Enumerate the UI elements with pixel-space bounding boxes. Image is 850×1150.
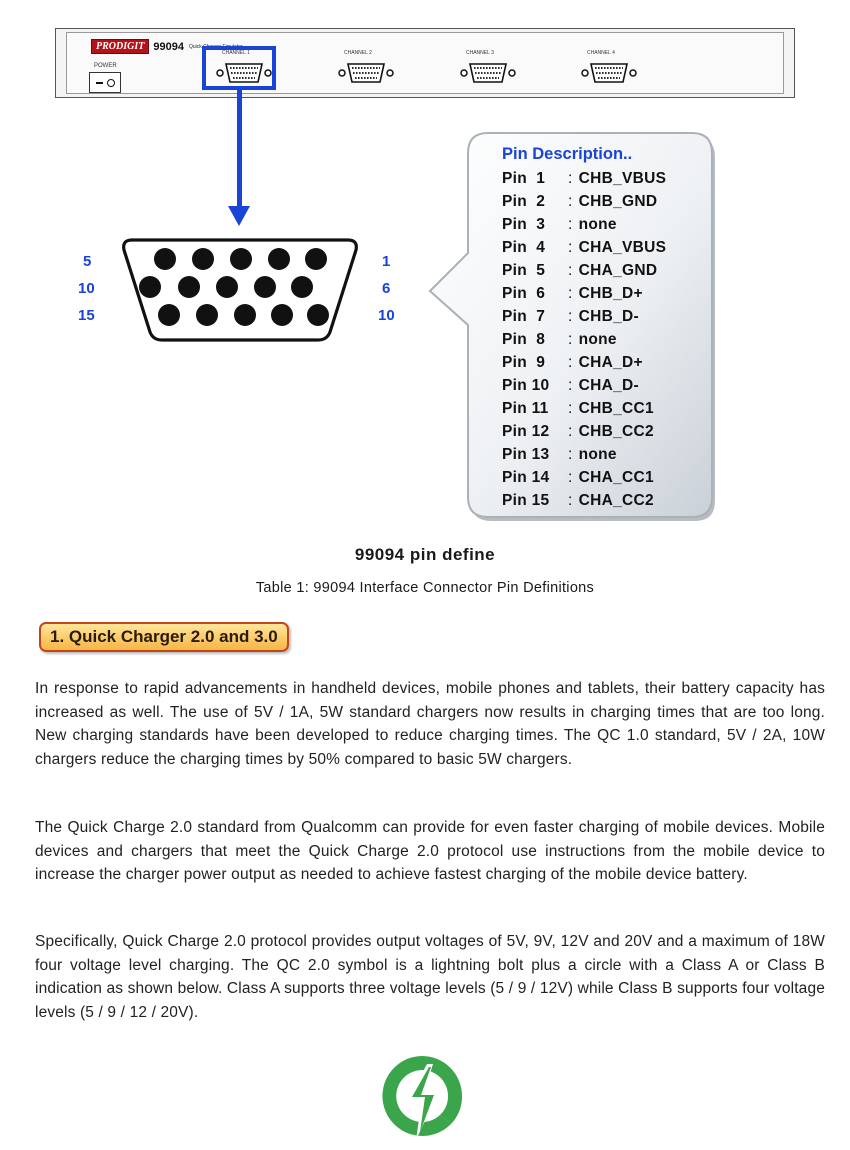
- pin-label: Pin 11: [502, 400, 549, 417]
- pin-value: CHA_GND: [578, 262, 658, 279]
- pin-label: Pin 2: [502, 193, 546, 210]
- channel-1-highlight-box: [202, 46, 276, 90]
- channel-2-port-icon: [337, 60, 395, 86]
- db15-connector-icon: [110, 232, 370, 347]
- table-caption: Table 1: 99094 Interface Connector Pin Definitions: [255, 580, 595, 596]
- pin-value: CHA_D-: [578, 377, 639, 394]
- channel-1-label: CHANNEL 1: [222, 50, 250, 56]
- pin-row: [502, 239, 666, 257]
- pin-separator: :: [568, 285, 573, 302]
- pin-row: [502, 331, 617, 349]
- pin-separator: :: [568, 400, 573, 417]
- pin-label: Pin 1: [502, 170, 546, 187]
- paragraph-2: The Quick Charge 2.0 standard from Qualcomm can provide for even faster charging of mobile devices. Mobile devices and chargers that meet the Quick Charge 2.0 protocol use instructions from the mobile device to increase the charger power output as needed to achieve fastest charging of the mobile device battery.: [35, 819, 825, 883]
- pin-separator: :: [568, 170, 573, 187]
- pin-row: [502, 354, 643, 372]
- channel-3-label: CHANNEL 3: [466, 50, 494, 56]
- arrow-down-icon-shaft: [237, 90, 242, 208]
- pin-label: Pin 5: [502, 262, 546, 279]
- connector-label-left-1: 5: [83, 253, 92, 270]
- pin-row: [502, 423, 654, 441]
- pin-row: [502, 193, 657, 211]
- connector-label-right-2: 6: [382, 280, 391, 297]
- pin-label: Pin 6: [502, 285, 546, 302]
- pin-separator: :: [568, 469, 573, 486]
- connector-label-right-1: 1: [382, 253, 391, 270]
- pin-value: CHA_CC2: [578, 492, 654, 509]
- pin-row: [502, 216, 617, 234]
- pin-value: CHA_D+: [578, 354, 643, 371]
- pin-row: [502, 170, 666, 188]
- arrow-down-icon: [228, 206, 250, 226]
- pin-label: Pin 12: [502, 423, 550, 440]
- pin-value: CHA_CC1: [578, 469, 654, 486]
- pin-label: Pin 15: [502, 492, 550, 509]
- power-label: POWER: [94, 63, 117, 69]
- pin-value: CHB_D+: [578, 285, 643, 302]
- pin-separator: :: [568, 331, 573, 348]
- pin-value: CHA_VBUS: [578, 239, 667, 256]
- pin-row: [502, 400, 654, 418]
- pin-row: [502, 285, 643, 303]
- section-heading: 1. Quick Charger 2.0 and 3.0: [39, 622, 289, 652]
- device-front-panel: [55, 28, 795, 98]
- pin-separator: :: [568, 446, 573, 463]
- pin-label: Pin 3: [502, 216, 546, 233]
- pin-label: Pin 4: [502, 239, 546, 256]
- pin-value: none: [578, 446, 617, 463]
- brand-logo: PRODIGIT: [91, 39, 149, 54]
- paragraph-1: In response to rapid advancements in handheld devices, mobile phones and tablets, their battery capacity has increased as well. The use of 5V / 1A, 5W standard chargers now results in charging times that are too long. New charging standards have been developed to reduce charging times. The QC 1.0 standard, 5V / 2A, 10W chargers reduce the charging times by 50% compared to basic 5W chargers.: [35, 680, 825, 768]
- pin-label: Pin 8: [502, 331, 546, 348]
- pin-separator: :: [568, 354, 573, 371]
- power-switch-icon: [89, 72, 121, 93]
- pin-row: [502, 377, 639, 395]
- connector-label-left-2: 10: [78, 280, 95, 297]
- device-panel-face: [66, 32, 784, 94]
- quick-charge-lightning-icon: [378, 1052, 468, 1144]
- pin-label: Pin 13: [502, 446, 550, 463]
- pin-value: CHB_VBUS: [578, 170, 667, 187]
- pin-value: CHB_D-: [578, 308, 639, 325]
- pin-label: Pin 7: [502, 308, 546, 325]
- pin-row: [502, 469, 654, 487]
- pin-separator: :: [568, 193, 573, 210]
- device-model: 99094: [153, 40, 184, 53]
- channel-4-port-icon: [580, 60, 638, 86]
- pin-separator: :: [568, 239, 573, 256]
- device-subtitle: Quick Charger Emulator: [188, 43, 243, 50]
- pin-value: none: [578, 216, 617, 233]
- pin-label: Pin 14: [502, 469, 550, 486]
- pin-label: Pin 9: [502, 354, 546, 371]
- pin-separator: :: [568, 377, 573, 394]
- paragraph-3: Specifically, Quick Charge 2.0 protocol provides output voltages of 5V, 9V, 12V and 20V and a maximum of 18W four voltage level charging. The QC 2.0 symbol is a lightning bolt plus a circle with a Class A or Class B indication as shown below. Class A supports three voltage levels (5 / 9 / 12V) while Class B supports four voltage levels (5 / 9 / 12 / 20V).: [35, 933, 825, 1021]
- pin-row: [502, 492, 654, 510]
- pin-separator: :: [568, 216, 573, 233]
- pin-description-title: Pin Description..: [502, 145, 633, 163]
- connector-label-left-3: 15: [78, 307, 95, 324]
- pin-separator: :: [568, 308, 573, 325]
- pin-label: Pin 10: [502, 377, 550, 394]
- channel-4-label: CHANNEL 4: [587, 50, 615, 56]
- connector-label-right-3: 10: [378, 307, 395, 324]
- pin-value: CHB_CC1: [578, 400, 654, 417]
- pin-row: [502, 308, 639, 326]
- pin-separator: :: [568, 492, 573, 509]
- pin-separator: :: [568, 262, 573, 279]
- pin-value: CHB_CC2: [578, 423, 654, 440]
- pin-value: none: [578, 331, 617, 348]
- pin-value: CHB_GND: [578, 193, 658, 210]
- pin-row: [502, 262, 657, 280]
- pin-separator: :: [568, 423, 573, 440]
- figure-title: 99094 pin define: [354, 545, 496, 564]
- channel-2-label: CHANNEL 2: [344, 50, 372, 56]
- channel-3-port-icon: [459, 60, 517, 86]
- pin-row: [502, 446, 617, 464]
